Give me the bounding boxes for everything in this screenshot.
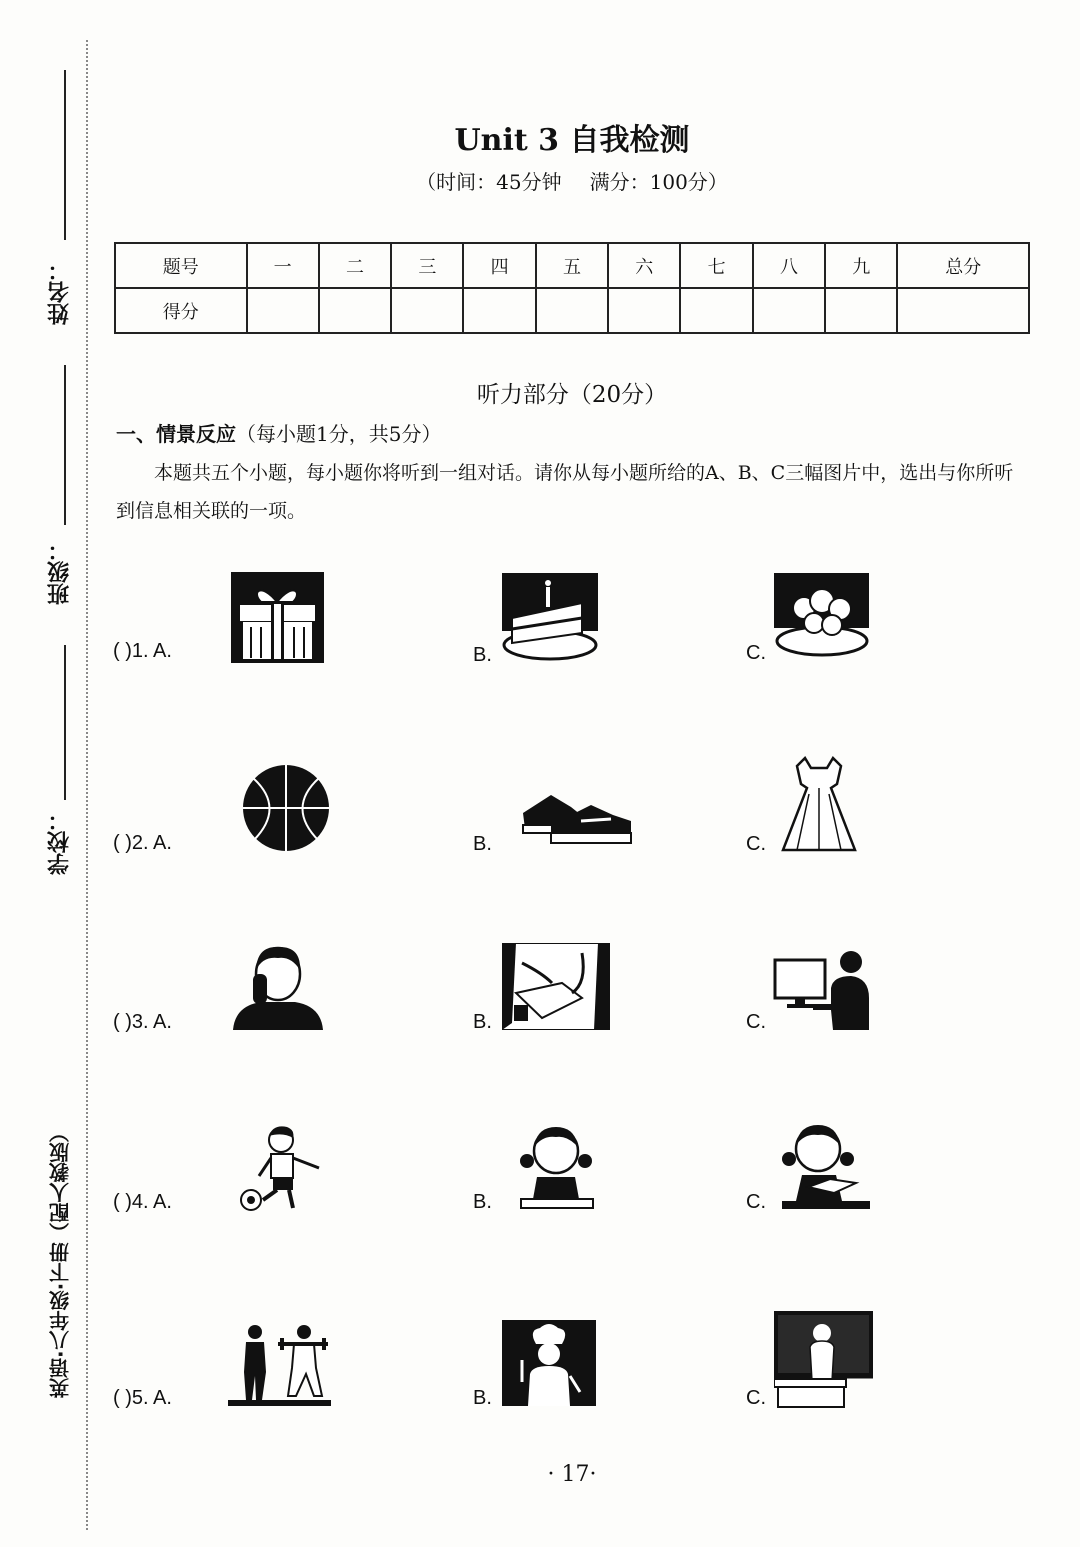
girl-drawing-icon[interactable] [517,1117,595,1210]
score-table-header-row [115,243,1029,288]
time-limit: （时间：45分钟 [416,170,562,194]
school-line [64,645,66,800]
flowers-bouquet-icon[interactable] [774,573,869,657]
gift-box-icon[interactable] [231,572,324,663]
part-one-heading [116,418,441,447]
girl-reading-icon[interactable] [772,1117,872,1210]
score-input-cell[interactable] [825,288,897,333]
score-cell: 六 [608,243,680,288]
boy-football-icon[interactable] [237,1124,323,1212]
option-label: C. [746,1011,766,1033]
score-cell: 一 [247,243,319,288]
book-label: 英语·八年级·下册（配人教版） [48,1122,73,1398]
score-cell: 五 [536,243,608,288]
score-input-cell[interactable] [463,288,535,333]
birthday-cake-icon[interactable] [502,573,598,661]
score-cell: 三 [391,243,463,288]
gym-workout-icon[interactable] [228,1322,331,1406]
option-label: B. [473,1191,492,1213]
part-one-note: （每小题1分，共5分） [236,422,442,446]
score-cell: 总分 [897,243,1029,288]
option-label: C. [746,1191,766,1213]
teacher-icon[interactable] [774,1311,873,1408]
part-one-instructions: 本题共五个小题，每小题你将听到一组对话。请你从每小题所给的A、B、C三幅图片中，选出与你所听到信息相关联的一项。 [116,462,1014,522]
option-label: B. [473,833,492,855]
score-row-label: 得分 [115,288,247,333]
dress-icon[interactable] [779,754,859,853]
score-input-cell[interactable] [608,288,680,333]
option-label: C. [746,1387,766,1409]
option-label: B. [473,1387,492,1409]
score-cell: 二 [319,243,391,288]
score-cell: 四 [463,243,535,288]
page-number: · 17· [547,1462,597,1487]
time-score-line [0,166,1080,195]
binding-rule [86,40,88,1530]
score-cell: 九 [825,243,897,288]
score-cell: 七 [680,243,752,288]
writing-hands-icon[interactable] [502,943,610,1030]
school-label: 学校： [47,809,73,875]
phone-call-icon[interactable] [231,944,325,1030]
question-label: ( )3. A. [113,1011,172,1033]
listening-section-title: 听力部分（20分） [476,382,668,408]
computer-user-icon[interactable] [773,948,871,1030]
question-label: ( )5. A. [113,1387,172,1409]
score-input-cell[interactable] [897,288,1029,333]
score-cell: 八 [753,243,825,288]
option-label: B. [473,644,492,666]
sneakers-icon[interactable] [521,785,634,847]
score-input-cell[interactable] [680,288,752,333]
score-table [114,242,1030,334]
score-input-cell[interactable] [247,288,319,333]
name-label: 姓名： [47,259,73,325]
question-label: ( )2. A. [113,832,172,854]
chef-icon[interactable] [502,1320,596,1406]
option-label: C. [746,833,766,855]
option-label: C. [746,642,766,664]
question-label: ( )1. A. [113,640,172,662]
score-table-score-row [115,288,1029,333]
basketball-icon[interactable] [241,763,331,853]
class-label: 班级： [47,539,73,605]
page-title: Unit 3 自我检测 [454,123,690,158]
score-input-cell[interactable] [391,288,463,333]
full-score: 满分：100分） [589,170,728,194]
part-one-title: 一、情景反应 [116,422,236,446]
question-label: ( )4. A. [113,1191,172,1213]
score-input-cell[interactable] [536,288,608,333]
score-input-cell[interactable] [753,288,825,333]
score-input-cell[interactable] [319,288,391,333]
score-cell: 题号 [115,243,247,288]
option-label: B. [473,1011,492,1033]
